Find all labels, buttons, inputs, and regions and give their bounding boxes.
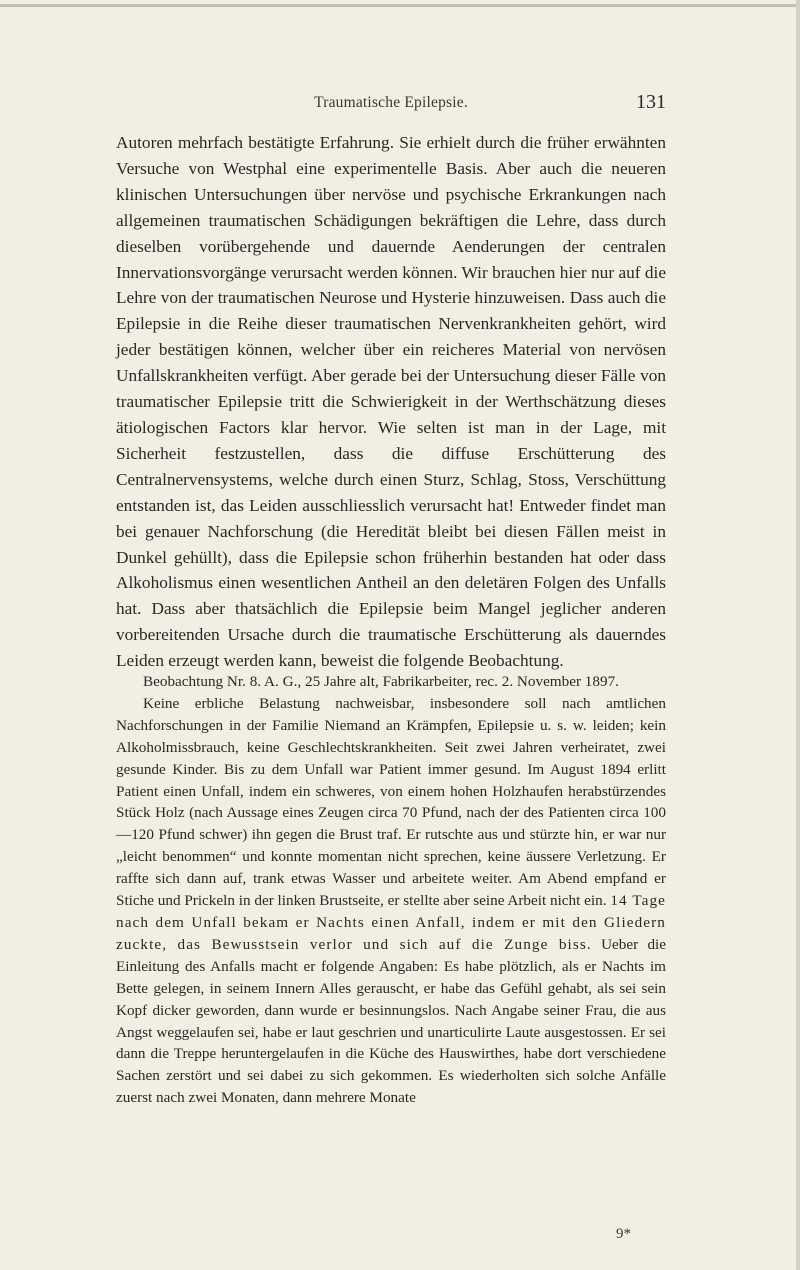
- right-edge-shadow: [796, 0, 800, 1270]
- main-paragraph: Autoren mehrfach bestätigte Erfahrung. Sie erhielt durch die früher erwähnten Versuche von Westphal eine experimentelle Basis. Aber auch die neueren klinischen Untersuchungen über nervöse und psychische Erkrankungen nach allgemeinen traumatischen Schädigungen bekräftigen die Lehre, dass durch dieselben vorübergehende und dauernde Aenderungen der centralen Innervationsvorgänge verursacht werden können. Wir brauchen hier nur auf die Lehre von der traumatischen Neurose und Hysterie hinzuweisen. Dass auch die Epilepsie in die Reihe dieser traumatischen Nervenkrankheiten gehört, wird jeder bestätigen können, welcher über ein reicheres Material von nervösen Unfallskrankheiten verfügt. Aber gerade bei der Untersuchung dieser Fälle von traumatischer Epilepsie tritt die Schwierigkeit in der Werthschätzung dieses ätiologischen Factors klar hervor. Wie selten ist man in der Lage, mit Sicherheit festzustellen, dass die diffuse Erschütterung des Centralnervensystems, welche durch einen Sturz, Schlag, Stoss, Verschüttung entstanden ist, das Leiden ausschliesslich verursacht hat! Entweder findet man bei genauer Nachforschung (die Heredität bleibt bei diesen Fällen meist in Dunkel gehüllt), dass die Epilepsie schon früherhin bestanden hat oder dass Alkoholismus einen wesentlichen Antheil an den deletären Folgen des Unfalls hat. Dass aber thatsächlich die Epilepsie beim Mangel jeglicher anderen vorbereitenden Ursache durch die traumatische Erschütterung als dauerndes Leiden erzeugt werden kann, beweist die folgende Beobachtung.: [116, 133, 666, 671]
- running-title: Traumatische Epilepsie.: [314, 94, 468, 111]
- case-text-spaced-emphasis: 14 Tage nach dem Unfall bekam er Nachts einen Anfall, indem er mit den Gliedern zuckte, das Bewusstsein verlor und sich auf die Zunge biss.: [116, 892, 667, 953]
- page-number: 131: [636, 91, 666, 113]
- top-edge-shadow: [0, 4, 800, 7]
- signature-mark: 9*: [616, 1226, 631, 1242]
- case-text: [116, 693, 666, 1109]
- page-header: [116, 91, 666, 116]
- case-heading: Beobachtung Nr. 8. A. G., 25 Jahre alt, Fabrikarbeiter, rec. 2. November 1897.: [143, 673, 619, 690]
- case-report: [116, 671, 666, 1109]
- case-text-part-2: Ueber die Einleitung des Anfalls macht er folgende Angaben: Es habe plötzlich, als er Nachts im Bette gelegen, in seinem Innern Alles gerauscht, er habe das Gefühl gehabt, als sei sein Kopf dicker geworden, dann wurde er besinnungslos. Nach Angabe seiner Frau, die aus Angst weggelaufen sei, habe er laut geschrien und unarticulirte Laute ausgestossen. Er sei dann die Treppe heruntergelaufen in die Küche des Hauswirthes, habe dort verschiedene Sachen zerstört und sei dabei zu sich gekommen. Es wiederholten sich solche Anfälle zuerst nach zwei Monaten, dann mehrere Monate: [116, 935, 667, 1107]
- case-text-part-1: Keine erbliche Belastung nachweisbar, insbesondere soll nach amtlichen Nachforschungen in der Familie Niemand an Krämpfen, Epilepsie u. s. w. leiden; kein Alkoholmissbrauch, keine Geschlechtskrankheiten. Seit zwei Jahren verheiratet, zwei gesunde Kinder. Bis zu dem Unfall war Patient immer gesund. Im August 1894 erlitt Patient einen Unfall, indem ein schweres, von einem hohen Holzhaufen herabstürzendes Stück Holz (nach Aussage eines Zeugen circa 70 Pfund, nach der des Patienten circa 100—120 Pfund schwer) ihn gegen die Brust traf. Er rutschte aus und stürzte hin, er war nur „leicht benommen“ und konnte momentan nicht sprechen, keine äussere Verletzung. Er raffte sich dann auf, trank etwas Wasser und arbeitete weiter. Am Abend empfand er Stiche und Prickeln in der linken Brustseite, er stellte aber seine Arbeit nicht ein.: [116, 694, 666, 910]
